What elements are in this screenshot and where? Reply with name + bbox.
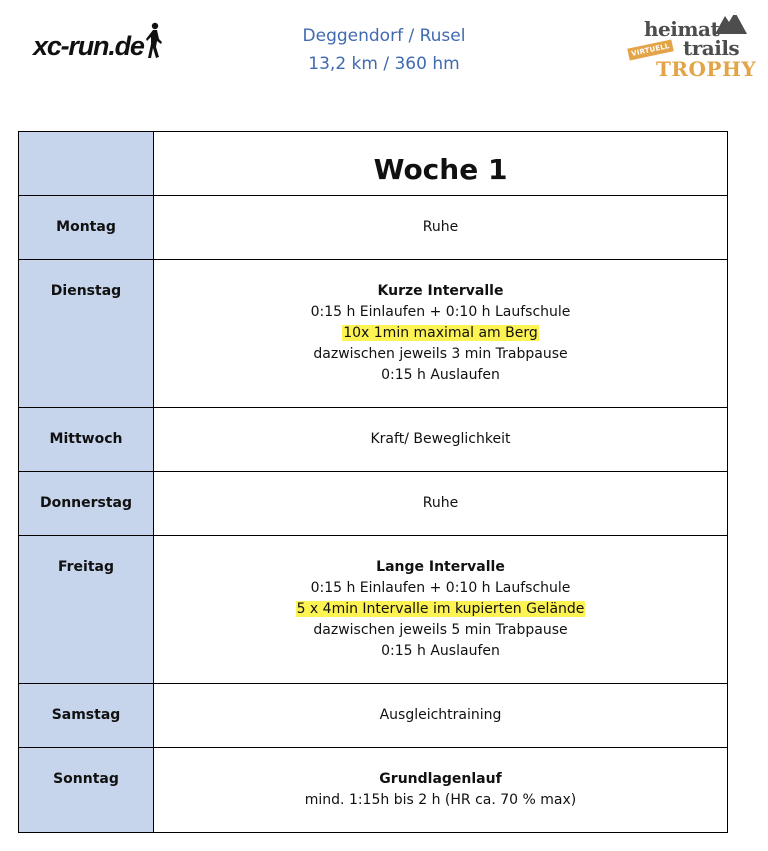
workout-title: Grundlagenlauf <box>379 771 502 787</box>
workout-text: Kraft/ Beweglichkeit <box>370 431 511 447</box>
table-row-mittwoch <box>19 408 728 472</box>
day-cell <box>19 196 154 260</box>
workout-cell <box>154 536 728 684</box>
workout-cell <box>154 408 728 472</box>
workout-text: Ausgleichtraining <box>379 707 502 723</box>
workout-line: dazwischen jeweils 3 min Trabpause <box>313 346 568 362</box>
day-label-sonntag: Sonntag <box>53 771 119 787</box>
table-row-dienstag <box>19 260 728 408</box>
week-title: Woche 1 <box>154 132 728 196</box>
day-cell <box>19 408 154 472</box>
day-label-dienstag: Dienstag <box>50 283 122 299</box>
workout-text: Ruhe <box>422 219 459 235</box>
workout-cell <box>154 196 728 260</box>
table-header-row <box>19 132 728 196</box>
workout-title: Kurze Intervalle <box>377 283 504 299</box>
header-empty-cell <box>19 132 154 196</box>
table-row-freitag <box>19 536 728 684</box>
route-distance: 13,2 km / 360 hm <box>308 54 460 74</box>
workout-line: 0:15 h Einlaufen + 0:10 h Laufschule <box>310 304 571 320</box>
workout-line: mind. 1:15h bis 2 h (HR ca. 70 % max) <box>304 792 577 808</box>
workout-cell <box>154 684 728 748</box>
workout-cell <box>154 472 728 536</box>
workout-text: Ruhe <box>422 495 459 511</box>
workout-highlight: 10x 1min maximal am Berg <box>343 325 538 341</box>
logo-word-heimat: heimat <box>644 17 720 41</box>
day-cell <box>19 748 154 833</box>
logo-badge-virtuell: VIRTUELL <box>627 39 673 60</box>
day-label-donnerstag: Donnerstag <box>39 495 133 511</box>
table-row-samstag <box>19 684 728 748</box>
day-label-samstag: Samstag <box>51 707 121 723</box>
xc-run-logo-text: xc-run.de <box>33 31 144 61</box>
route-location: Deggendorf / Rusel <box>302 26 466 46</box>
workout-line: 0:15 h Auslaufen <box>381 643 500 659</box>
workout-highlight: 5 x 4min Intervalle im kupierten Gelände <box>296 601 585 617</box>
day-cell <box>19 260 154 408</box>
mountain-icon <box>715 10 747 36</box>
workout-title: Lange Intervalle <box>376 559 505 575</box>
logo-word-trails: trails <box>683 36 740 60</box>
day-cell <box>19 684 154 748</box>
day-cell <box>19 472 154 536</box>
day-cell <box>19 536 154 684</box>
workout-line: 0:15 h Auslaufen <box>381 367 500 383</box>
table-row-donnerstag <box>19 472 728 536</box>
workout-line: dazwischen jeweils 5 min Trabpause <box>313 622 568 638</box>
workout-cell <box>154 748 728 833</box>
workout-line: 0:15 h Einlaufen + 0:10 h Laufschule <box>310 580 571 596</box>
training-plan-table <box>18 131 728 833</box>
day-label-freitag: Freitag <box>57 559 115 575</box>
heimat-trails-trophy-logo <box>625 10 757 82</box>
table-row-sonntag <box>19 748 728 833</box>
table-row-montag <box>19 196 728 260</box>
day-label-montag: Montag <box>56 219 116 235</box>
logo-word-trophy: TROPHY <box>656 57 757 81</box>
workout-cell <box>154 260 728 408</box>
day-label-mittwoch: Mittwoch <box>49 431 123 447</box>
